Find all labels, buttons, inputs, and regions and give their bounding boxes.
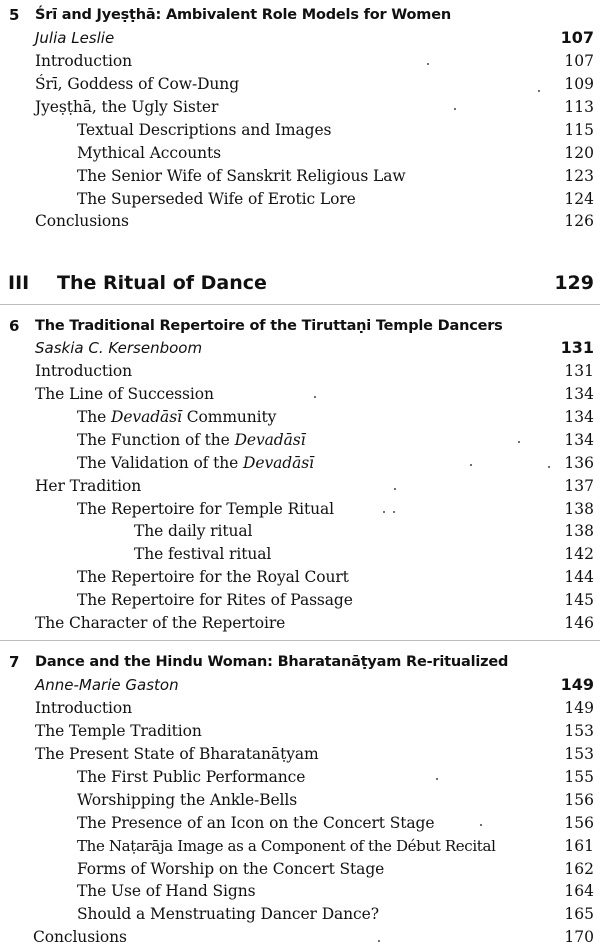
toc-entry-page: 138 — [564, 500, 594, 518]
toc-entry-title: The Superseded Wife of Erotic Lore — [77, 190, 356, 208]
toc-entry-title: Textual Descriptions and Images — [77, 121, 332, 139]
toc-entry[interactable] — [0, 835, 600, 857]
toc-entry-page: 134 — [564, 408, 594, 426]
scan-speck — [427, 63, 429, 65]
toc-entry-page: 124 — [564, 190, 594, 208]
toc-entry-title: Introduction — [35, 699, 132, 717]
toc-entry-page: 137 — [564, 477, 594, 495]
scan-speck — [548, 466, 550, 468]
toc-entry-title: The Character of the Repertoire — [35, 614, 286, 632]
toc-entry[interactable] — [0, 498, 600, 520]
toc-entry-title: Śrī, Goddess of Cow-Dung — [35, 75, 240, 93]
chapter-number: 6 — [9, 317, 20, 335]
toc-entry-page: 161 — [564, 837, 594, 855]
chapter-heading — [0, 315, 600, 337]
toc-entry[interactable] — [0, 880, 600, 902]
toc-entry-page: 113 — [564, 98, 594, 116]
scan-speck — [538, 90, 540, 92]
toc-entry[interactable] — [0, 926, 600, 948]
toc-entry-page: 134 — [564, 431, 594, 449]
toc-entry-page: 131 — [564, 362, 594, 380]
toc-entry[interactable] — [0, 697, 600, 719]
toc-entry[interactable] — [0, 383, 600, 405]
scan-speck — [436, 778, 438, 780]
scan-speck — [518, 441, 520, 443]
toc-entry[interactable] — [0, 743, 600, 765]
toc-entry[interactable] — [0, 429, 600, 451]
part-title: The Ritual of Dance — [57, 272, 267, 294]
toc-entry-title: Mythical Accounts — [77, 144, 221, 162]
toc-entry-page: 149 — [564, 699, 594, 717]
section-divider — [0, 304, 600, 305]
chapter-title[interactable]: The Traditional Repertoire of the Tiruttaṇi Temple Dancers — [35, 318, 503, 334]
toc-entry-title: Worshipping the Ankle-Bells — [77, 791, 298, 809]
scan-speck — [454, 108, 456, 110]
toc-entry-title: The Repertoire for Rites of Passage — [77, 591, 353, 609]
scan-speck — [470, 464, 472, 466]
toc-entry-title: Should a Menstruating Dancer Dance? — [77, 905, 379, 923]
toc-entry[interactable] — [0, 812, 600, 834]
scan-speck — [314, 396, 316, 398]
toc-entry-title: The Line of Succession — [35, 385, 214, 403]
toc-entry-title: Her Tradition — [35, 477, 142, 495]
toc-entry-title: The Function of the Devadāsī — [77, 431, 306, 449]
toc-entry[interactable] — [0, 475, 600, 497]
chapter-title[interactable]: Dance and the Hindu Woman: Bharatanāṭyam Re-ritualized — [35, 654, 509, 670]
toc-entry-title: Forms of Worship on the Concert Stage — [77, 860, 385, 878]
chapter-start-page[interactable]: 131 — [560, 338, 594, 357]
part-number: III — [8, 272, 30, 294]
toc-entry[interactable] — [0, 50, 600, 72]
chapter-author-line — [0, 27, 600, 49]
toc-entry[interactable] — [0, 96, 600, 118]
section-divider — [0, 640, 600, 641]
toc-entry-title: The Naṭarāja Image as a Component of the Début Recital — [77, 837, 496, 855]
toc-entry-page: 115 — [564, 121, 594, 139]
toc-entry-title: The Presence of an Icon on the Concert Stage — [77, 814, 435, 832]
toc-entry-page: 170 — [564, 928, 594, 946]
toc-entry[interactable] — [0, 543, 600, 565]
chapter-author: Anne-Marie Gaston — [35, 676, 179, 694]
chapter-heading — [0, 651, 600, 673]
toc-entry-title: The Temple Tradition — [35, 722, 202, 740]
toc-entry[interactable] — [0, 452, 600, 474]
toc-entry-title: The Repertoire for the Royal Court — [77, 568, 349, 586]
chapter-author: Saskia C. Kersenboom — [35, 339, 203, 357]
chapter-start-page[interactable]: 149 — [560, 675, 594, 694]
toc-entry-title: Conclusions — [35, 212, 129, 230]
toc-entry-page: 144 — [564, 568, 594, 586]
toc-entry-page: 126 — [564, 212, 594, 230]
toc-entry-page: 164 — [564, 882, 594, 900]
toc-entry[interactable] — [0, 142, 600, 164]
toc-entry[interactable] — [0, 789, 600, 811]
toc-entry-title: Introduction — [35, 362, 132, 380]
toc-entry-page: 156 — [564, 791, 594, 809]
toc-entry-page: 134 — [564, 385, 594, 403]
scan-speck — [383, 511, 385, 513]
toc-entry-title: The Devadāsī Community — [77, 408, 277, 426]
toc-entry[interactable] — [0, 612, 600, 634]
scan-speck — [393, 511, 395, 513]
toc-entry-title: Conclusions — [33, 928, 127, 946]
toc-entry-title: The Present State of Bharatanāṭyam — [35, 745, 319, 763]
toc-entry-page: 165 — [564, 905, 594, 923]
toc-entry[interactable] — [0, 360, 600, 382]
part-heading[interactable] — [0, 270, 600, 296]
toc-entry[interactable] — [0, 210, 600, 232]
toc-entry-page: 138 — [564, 522, 594, 540]
scan-speck — [378, 940, 380, 942]
toc-entry-title: The Use of Hand Signs — [77, 882, 256, 900]
chapter-title[interactable]: Śrī and Jyeṣṭhā: Ambivalent Role Models for Women — [35, 7, 451, 23]
toc-entry[interactable] — [0, 720, 600, 742]
scan-speck — [394, 488, 396, 490]
chapter-author-line — [0, 337, 600, 359]
toc-entry-page: 156 — [564, 814, 594, 832]
toc-entry-page: 123 — [564, 167, 594, 185]
toc-entry[interactable] — [0, 406, 600, 428]
toc-entry-page: 155 — [564, 768, 594, 786]
toc-entry-page: 107 — [564, 52, 594, 70]
toc-entry[interactable] — [0, 858, 600, 880]
toc-entry-title: Jyeṣṭhā, the Ugly Sister — [35, 98, 219, 116]
chapter-number: 7 — [9, 653, 20, 671]
toc-entry[interactable] — [0, 589, 600, 611]
toc-entry-title: The First Public Performance — [77, 768, 306, 786]
toc-entry-title: The Repertoire for Temple Ritual — [77, 500, 335, 518]
toc-entry[interactable] — [0, 903, 600, 925]
toc-entry[interactable] — [0, 520, 600, 542]
toc-entry-page: 146 — [564, 614, 594, 632]
toc-entry-title: The daily ritual — [134, 522, 253, 540]
toc-entry-title: The festival ritual — [134, 545, 272, 563]
toc-entry-title: Introduction — [35, 52, 132, 70]
toc-entry-page: 136 — [564, 454, 594, 472]
toc-entry[interactable] — [0, 73, 600, 95]
toc-entry-page: 162 — [564, 860, 594, 878]
part-start-page: 129 — [554, 272, 594, 294]
chapter-author-line — [0, 674, 600, 696]
toc-entry-title: The Validation of the Devadāsī — [77, 454, 314, 472]
toc-entry-page: 120 — [564, 144, 594, 162]
scan-speck — [480, 824, 482, 826]
toc-entry[interactable] — [0, 188, 600, 210]
toc-entry[interactable] — [0, 766, 600, 788]
chapter-author: Julia Leslie — [35, 29, 115, 47]
toc-entry-page: 153 — [564, 722, 594, 740]
toc-entry-page: 142 — [564, 545, 594, 563]
toc-entry[interactable] — [0, 119, 600, 141]
chapter-heading — [0, 4, 600, 26]
chapter-number: 5 — [9, 6, 20, 24]
toc-entry[interactable] — [0, 566, 600, 588]
toc-entry-page: 153 — [564, 745, 594, 763]
toc-entry-page: 109 — [564, 75, 594, 93]
toc-entry[interactable] — [0, 165, 600, 187]
toc-entry-title: The Senior Wife of Sanskrit Religious Law — [77, 167, 406, 185]
chapter-start-page[interactable]: 107 — [560, 28, 594, 47]
toc-entry-page: 145 — [564, 591, 594, 609]
